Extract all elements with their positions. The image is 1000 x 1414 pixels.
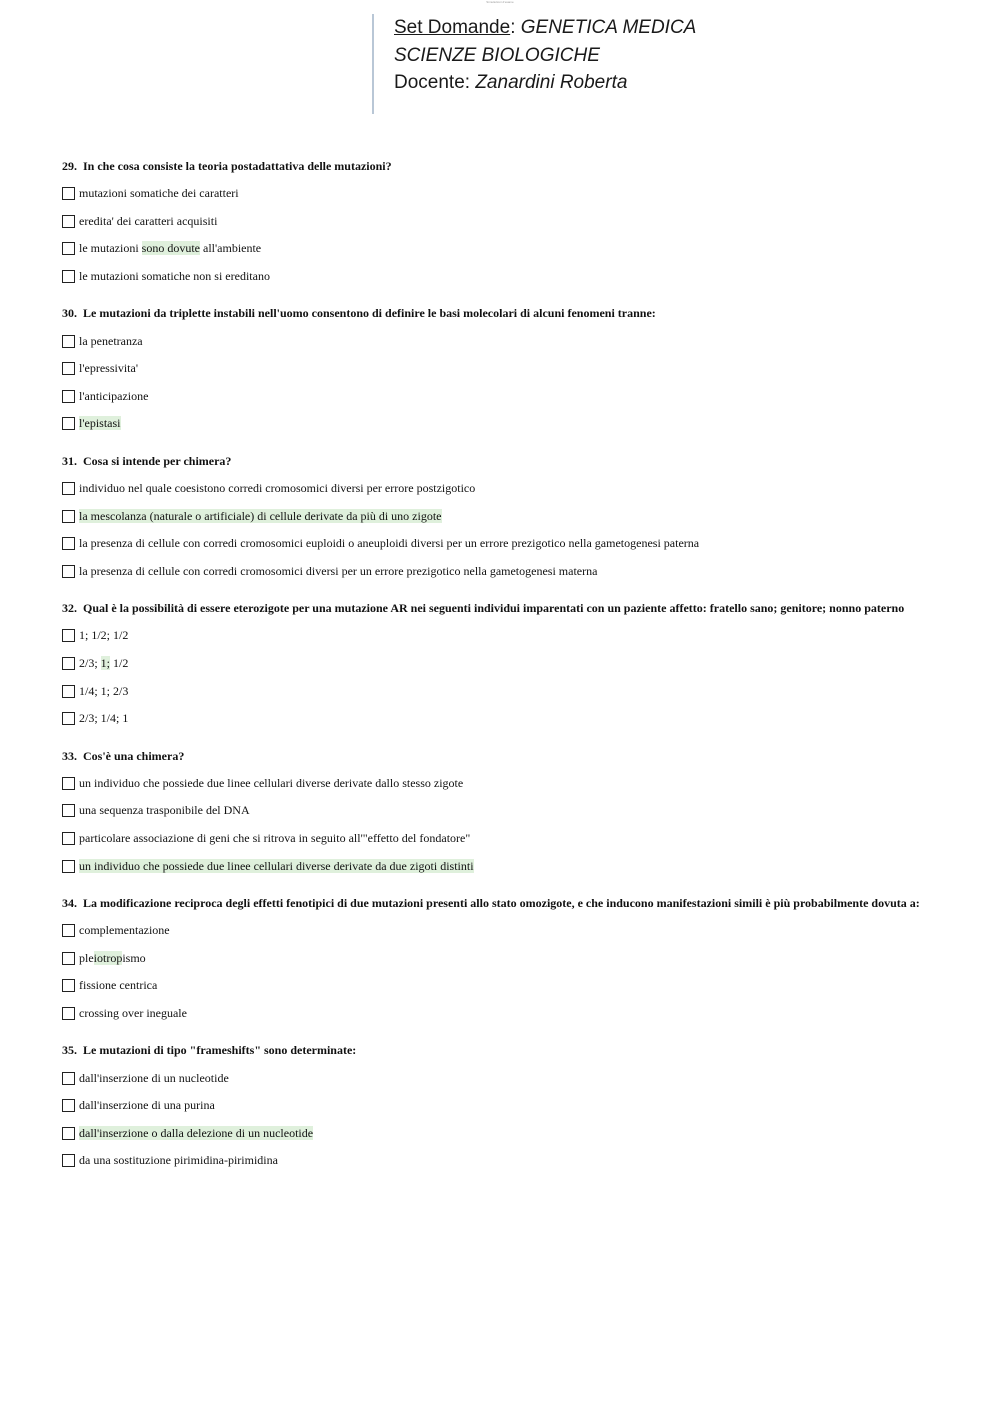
answer-checkbox[interactable] — [62, 242, 75, 255]
highlighted-answer-text: la mescolanza (naturale o artificiale) di cellule derivate da più di uno zigote — [79, 508, 442, 523]
answer-option[interactable] — [62, 327, 922, 355]
answer-text — [79, 1071, 229, 1086]
answer-text-segment: dall'inserzione di un nucleotide — [79, 1070, 229, 1085]
answer-text — [79, 628, 128, 643]
question-text: Cosa si intende per chimera? — [83, 453, 232, 468]
docente-line — [394, 69, 696, 97]
answer-checkbox[interactable] — [62, 362, 75, 375]
answer-text — [79, 536, 699, 551]
docente-name: Zanardini Roberta — [475, 72, 628, 93]
question-number: 31. — [62, 453, 77, 468]
highlighted-answer-text: l'epistasi — [79, 416, 121, 431]
answer-checkbox[interactable] — [62, 952, 75, 965]
answer-text — [79, 859, 474, 874]
answer-checkbox[interactable] — [62, 1072, 75, 1085]
answer-text-segment: individuo nel quale coesistono corredi cromosomici diversi per errore postzigotico — [79, 481, 476, 496]
answer-text-segment: le mutazioni — [79, 241, 142, 256]
question-title — [62, 1044, 922, 1057]
question-title — [62, 750, 922, 763]
answer-option[interactable] — [62, 475, 922, 503]
answer-text — [79, 186, 239, 201]
answer-option[interactable] — [62, 770, 922, 798]
answer-checkbox[interactable] — [62, 1127, 75, 1140]
question-block — [62, 307, 922, 437]
question-text: Le mutazioni di tipo "frameshifts" sono determinate: — [83, 1043, 357, 1058]
answer-option[interactable] — [62, 622, 922, 650]
question-block — [62, 602, 922, 732]
answer-option[interactable] — [62, 558, 922, 586]
answer-text — [79, 803, 250, 818]
question-number: 35. — [62, 1043, 77, 1058]
answer-text — [79, 1098, 215, 1113]
answer-text-segment: particolare associazione di geni che si ritrova in seguito all'"effetto del fondatore" — [79, 830, 471, 845]
page-header-tiny-text: Simulazioni d'esame — [486, 0, 514, 4]
answer-checkbox[interactable] — [62, 482, 75, 495]
answer-checkbox[interactable] — [62, 657, 75, 670]
question-block — [62, 897, 922, 1027]
answer-checkbox[interactable] — [62, 510, 75, 523]
answer-text-segment: da una sostituzione pirimidina-pirimidina — [79, 1153, 278, 1168]
question-block — [62, 750, 922, 880]
answer-option[interactable] — [62, 1064, 922, 1092]
answer-option[interactable] — [62, 972, 922, 1000]
answer-text-segment: la presenza di cellule con corredi cromosomici euploidi o aneuploidi diversi per un errore prezigotico nella gametogenesi paterna — [79, 536, 700, 551]
answer-checkbox[interactable] — [62, 390, 75, 403]
answer-text-segment: 1/4; 1; 2/3 — [79, 683, 129, 698]
answer-option[interactable] — [62, 502, 922, 530]
question-text: Le mutazioni da triplette instabili nell'uomo consentono di definire le basi molecolari di alcuni fenomeni tranne: — [83, 306, 656, 321]
answer-checkbox[interactable] — [62, 804, 75, 817]
question-number: 29. — [62, 159, 77, 173]
answer-text — [79, 361, 138, 376]
answer-checkbox[interactable] — [62, 417, 75, 430]
set-label: Set Domande — [394, 17, 511, 38]
answer-text — [79, 416, 121, 431]
answer-text-segment: 1/2 — [110, 656, 129, 671]
answer-text-segment: 2/3; — [79, 656, 101, 671]
answer-option[interactable] — [62, 650, 922, 678]
answer-text — [79, 776, 463, 791]
answer-checkbox[interactable] — [62, 215, 75, 228]
answer-option[interactable] — [62, 383, 922, 411]
answer-checkbox[interactable] — [62, 270, 75, 283]
question-title — [62, 307, 922, 320]
answer-text — [79, 509, 442, 524]
question-number: 32. — [62, 601, 77, 616]
answer-option[interactable] — [62, 1000, 922, 1028]
answer-option[interactable] — [62, 944, 922, 972]
answer-option[interactable] — [62, 530, 922, 558]
set-value: GENETICA MEDICA — [520, 17, 697, 38]
answer-text — [79, 656, 128, 671]
answer-checkbox[interactable] — [62, 712, 75, 725]
answer-text — [79, 923, 170, 938]
answer-option[interactable] — [62, 180, 922, 208]
answer-text — [79, 711, 128, 726]
answer-checkbox[interactable] — [62, 979, 75, 992]
answer-text-segment: l'epressivita' — [79, 361, 138, 376]
answer-checkbox[interactable] — [62, 777, 75, 790]
answer-text-segment: 2/3; 1/4; 1 — [79, 711, 129, 726]
answer-option[interactable] — [62, 917, 922, 945]
answer-text — [79, 951, 146, 966]
highlighted-answer-text: un individuo che possiede due linee cellulari diverse derivate da due zigoti distinti — [79, 858, 474, 873]
answer-option[interactable] — [62, 1147, 922, 1175]
question-block — [62, 1044, 922, 1174]
question-list — [62, 160, 922, 1192]
answer-text — [79, 564, 597, 579]
question-number: 30. — [62, 306, 77, 321]
answer-text — [79, 978, 157, 993]
answer-text — [79, 214, 217, 229]
answer-text-segment: crossing over ineguale — [79, 1005, 187, 1020]
answer-option[interactable] — [62, 410, 922, 438]
highlighted-answer-text: 1; — [100, 656, 111, 671]
answer-text-segment: le mutazioni somatiche non si ereditano — [79, 269, 270, 284]
answer-checkbox[interactable] — [62, 629, 75, 642]
answer-option[interactable] — [62, 825, 922, 853]
answer-option[interactable] — [62, 208, 922, 236]
highlighted-answer-text: dall'inserzione o dalla delezione di un nucleotide — [79, 1125, 314, 1140]
question-text: Qual è la possibilità di essere eterozigote per una mutazione AR nei seguenti individui imparentati con un paziente affetto: fratello sano; genitore; nonno paterno — [83, 601, 905, 616]
highlighted-answer-text: sono dovute — [141, 241, 200, 256]
answer-option[interactable] — [62, 1119, 922, 1147]
answer-option[interactable] — [62, 263, 922, 291]
answer-checkbox[interactable] — [62, 924, 75, 937]
answer-text — [79, 831, 470, 846]
answer-text-segment: mutazioni somatiche dei caratteri — [79, 186, 239, 201]
answer-checkbox[interactable] — [62, 187, 75, 200]
answer-checkbox[interactable] — [62, 860, 75, 873]
answer-option[interactable] — [62, 705, 922, 733]
question-text: In che cosa consiste la teoria postadattativa delle mutazioni? — [83, 159, 392, 173]
answer-option[interactable] — [62, 235, 922, 263]
answer-checkbox[interactable] — [62, 1007, 75, 1020]
answer-option[interactable] — [62, 797, 922, 825]
question-text: La modificazione reciproca degli effetti fenotipici di due mutazioni presenti allo stato omozigote, e che inducono manifestazioni simili è più probabilmente dovuta a: — [83, 895, 920, 910]
question-number: 34. — [62, 895, 77, 910]
answer-text-segment: all'ambiente — [200, 241, 262, 256]
answer-text — [79, 1153, 278, 1168]
course-name: SCIENZE BIOLOGICHE — [394, 44, 600, 66]
question-title — [62, 602, 922, 615]
answer-text-segment: la penetranza — [79, 333, 143, 348]
answer-text-segment: un individuo che possiede due linee cellulari diverse derivate dallo stesso zigote — [79, 775, 464, 790]
answer-option[interactable] — [62, 355, 922, 383]
answer-checkbox[interactable] — [62, 565, 75, 578]
answer-text-segment: 1; 1/2; 1/2 — [79, 628, 129, 643]
course-line — [394, 42, 696, 70]
answer-text — [79, 684, 128, 699]
answer-text-segment: una sequenza trasponibile del DNA — [79, 803, 250, 818]
answer-text-segment: ismo — [122, 950, 146, 965]
question-title — [62, 160, 922, 173]
answer-checkbox[interactable] — [62, 832, 75, 845]
answer-option[interactable] — [62, 852, 922, 880]
question-title — [62, 455, 922, 468]
answer-option[interactable] — [62, 1092, 922, 1120]
answer-text-segment: l'anticipazione — [79, 388, 149, 403]
question-block — [62, 455, 922, 585]
set-line: Set Domande: GENETICA MEDICA — [394, 17, 697, 38]
document-header — [372, 14, 696, 114]
answer-checkbox[interactable] — [62, 335, 75, 348]
answer-text — [79, 241, 261, 256]
question-title — [62, 897, 922, 910]
answer-text-segment: la presenza di cellule con corredi cromosomici diversi per un errore prezigotico nella gametogenesi materna — [79, 563, 598, 578]
answer-text-segment: complementazione — [79, 923, 170, 938]
answer-text — [79, 389, 148, 404]
answer-text-segment: ple — [79, 950, 94, 965]
answer-checkbox[interactable] — [62, 537, 75, 550]
question-number: 33. — [62, 748, 77, 763]
answer-checkbox[interactable] — [62, 1154, 75, 1167]
answer-option[interactable] — [62, 677, 922, 705]
answer-text — [79, 334, 143, 349]
answer-checkbox[interactable] — [62, 1099, 75, 1112]
highlighted-answer-text: iotrop — [93, 950, 123, 965]
answer-text-segment: eredita' dei caratteri acquisiti — [79, 213, 218, 228]
answer-checkbox[interactable] — [62, 685, 75, 698]
answer-text-segment: fissione centrica — [79, 978, 158, 993]
answer-text — [79, 481, 475, 496]
question-block — [62, 160, 922, 290]
answer-text — [79, 269, 270, 284]
answer-text-segment: dall'inserzione di una purina — [79, 1098, 215, 1113]
answer-text — [79, 1006, 187, 1021]
question-text: Cos'è una chimera? — [83, 748, 185, 763]
answer-text — [79, 1126, 313, 1141]
docente-label: Docente: — [394, 72, 471, 93]
